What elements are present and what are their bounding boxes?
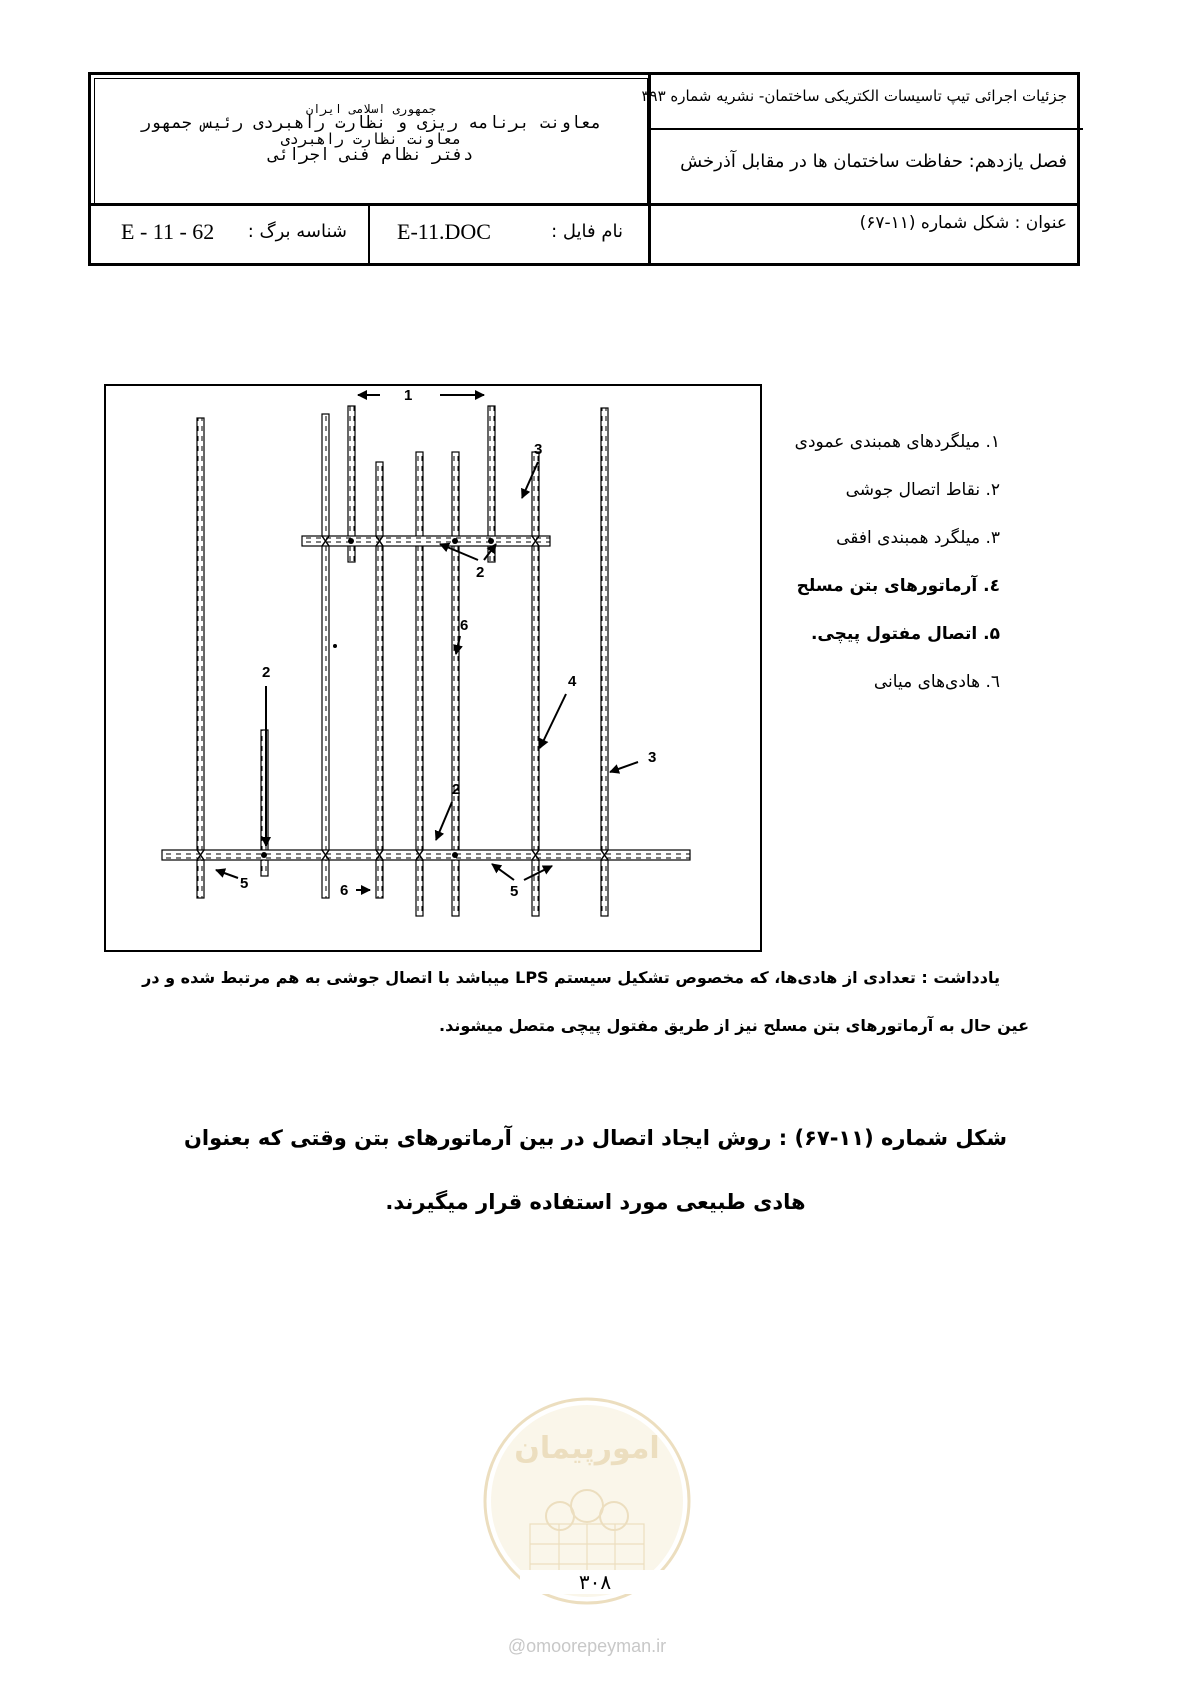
- callout-label: 3: [534, 441, 543, 458]
- callout-label: 6: [340, 882, 349, 899]
- rod: [416, 452, 423, 916]
- figure-title: عنوان : شکل شماره (۱۱-۶۷): [859, 213, 1067, 233]
- rod: [452, 452, 459, 916]
- legend-item-2: ۲. نقاط اتصال جوشی: [845, 480, 1000, 500]
- horizontal-bar-bottom: [162, 850, 690, 860]
- watermark-site-text: omoorepeyman.ir: [526, 1636, 667, 1656]
- figure-legend: [760, 432, 1000, 712]
- sheet-id-label: شناسه برگ :: [247, 221, 347, 242]
- note-line-2: عین حال به آرماتورهای بتن مسلح نیز از طریق مفتول پیچی متصل میشوند.: [439, 1016, 1029, 1035]
- header-table: [88, 72, 1080, 266]
- callout-label: 4: [568, 673, 577, 690]
- weld-dot: [452, 852, 458, 858]
- at-icon: @: [507, 1636, 527, 1656]
- rod: [197, 418, 204, 898]
- page-number: ۳۰۸: [520, 1570, 670, 1594]
- sheet-id-value: E - 11 - 62: [121, 219, 215, 244]
- org-line-4: دفتر نظام فنی اجرائی: [268, 145, 474, 165]
- org-line-1: جمهوری اسلامی ایران: [305, 102, 437, 116]
- file-name-cell: [377, 215, 643, 255]
- header-row-divider: [91, 203, 1077, 206]
- legend-item-6: ٦. هادی‌های میانی: [873, 672, 1000, 692]
- rod: [322, 414, 329, 898]
- weld-dot: [348, 538, 354, 544]
- legend-item-1: ۱. میلگردهای همبندی عمودی: [794, 432, 1000, 452]
- figure-caption-line-1: شکل شماره (۱۱-۶۷) : روش ایجاد اتصال در بین آرماتورهای بتن وقتی که بعنوان: [184, 1126, 1007, 1150]
- figure-caption-line-2: هادی طبیعی مورد استفاده قرار میگیرند.: [385, 1190, 806, 1214]
- rod: [601, 408, 608, 916]
- file-name-value: E-11.DOC: [397, 219, 491, 244]
- weld-dot: [333, 644, 337, 648]
- legend-item-3: ۳. میلگرد همبندی افقی: [836, 528, 1000, 548]
- note-line-1: یادداشت : تعدادی از هادی‌ها، که مخصوص تشکیل سیستم LPS میباشد با اتصال جوشی به هم مرتبط شده و در: [142, 968, 1000, 987]
- callout-label: 3: [648, 749, 657, 766]
- rod: [532, 452, 539, 916]
- weld-dot: [488, 538, 494, 544]
- file-name-label: نام فایل :: [551, 221, 623, 242]
- publication-title: جزئیات اجرائی تیپ تاسیسات الکتریکی ساختمان- نشریه شماره ۳۹۳: [641, 87, 1067, 105]
- callout-label: 6: [460, 617, 469, 634]
- callout-label: 2: [452, 781, 461, 798]
- callout-label: 2: [262, 664, 271, 681]
- organization-block: [94, 78, 648, 204]
- header-bottom-divider: [368, 203, 370, 266]
- rebar-bonding-diagram: [104, 384, 764, 954]
- horizontal-bar-top: [302, 536, 550, 546]
- header-right-divider: [648, 128, 1083, 130]
- watermark-site: [482, 1636, 692, 1657]
- watermark-logo-text: امورپیمان: [514, 1431, 660, 1466]
- legend-item-4: ٤. آرماتورهای بتن مسلح: [796, 576, 1000, 596]
- weld-dot: [452, 538, 458, 544]
- callout-label: 2: [476, 564, 485, 581]
- callout-label: 5: [240, 875, 249, 892]
- org-line-3: معاونت نظارت راهبردی: [280, 130, 462, 148]
- rod: [376, 462, 383, 898]
- chapter-title: فصل یازدهم: حفاظت ساختمان ها در مقابل آذرخش: [680, 151, 1067, 172]
- weld-dot: [261, 852, 267, 858]
- legend-item-5: ۵. اتصال مفتول پیچی.: [810, 624, 1000, 644]
- callout-label: 5: [510, 883, 519, 900]
- org-line-2: معاونت برنامه ریزی و نظارت راهبردی رئیس جمهور: [140, 113, 602, 133]
- callout-label: 1: [404, 387, 413, 404]
- sheet-id-cell: [97, 215, 365, 255]
